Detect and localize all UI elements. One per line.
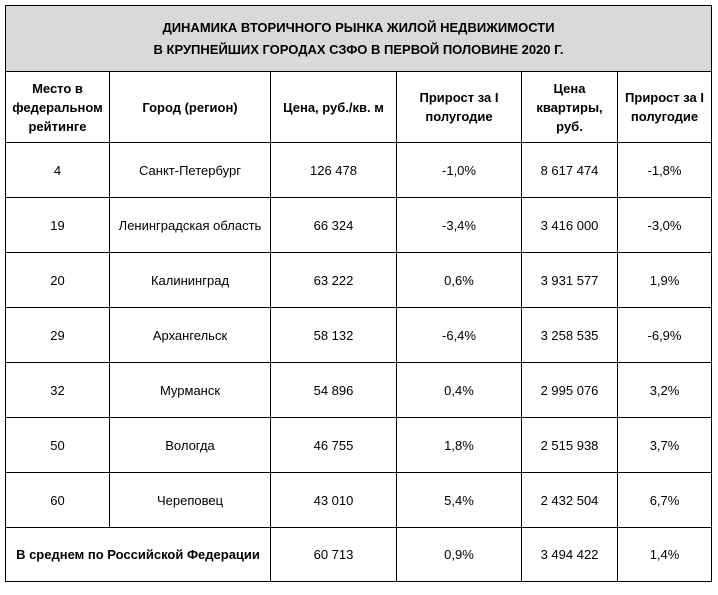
city-cell: Санкт-Петербург — [110, 143, 271, 198]
growth-flat-cell: 3,2% — [618, 363, 712, 418]
rank-cell: 60 — [6, 473, 110, 528]
price-flat-cell: 2 432 504 — [522, 473, 618, 528]
city-cell: Вологда — [110, 418, 271, 473]
price-sqm-cell: 66 324 — [271, 198, 397, 253]
growth-flat-cell: -6,9% — [618, 308, 712, 363]
price-flat-cell: 8 617 474 — [522, 143, 618, 198]
table-row — [6, 143, 712, 198]
growth-sqm-cell: 0,4% — [397, 363, 522, 418]
price-sqm-cell: 46 755 — [271, 418, 397, 473]
growth-flat-cell: 1,9% — [618, 253, 712, 308]
rank-cell: 32 — [6, 363, 110, 418]
city-cell: Череповец — [110, 473, 271, 528]
table-row — [6, 253, 712, 308]
rank-cell: 19 — [6, 198, 110, 253]
title-line-1: ДИНАМИКА ВТОРИЧНОГО РЫНКА ЖИЛОЙ НЕДВИЖИМОСТИ — [162, 19, 555, 35]
title-line-2: В КРУПНЕЙШИХ ГОРОДАХ СЗФО В ПЕРВОЙ ПОЛОВИНЕ 2020 Г. — [153, 41, 564, 57]
rank-cell: 4 — [6, 143, 110, 198]
table-row — [6, 308, 712, 363]
table-row — [6, 473, 712, 528]
city-cell: Калининград — [110, 253, 271, 308]
price-sqm-cell: 58 132 — [271, 308, 397, 363]
table-title — [6, 6, 712, 72]
rank-cell: 29 — [6, 308, 110, 363]
table-row — [6, 418, 712, 473]
header-row — [6, 72, 712, 143]
total-price-sqm: 60 713 — [271, 528, 397, 582]
city-cell: Мурманск — [110, 363, 271, 418]
header-city: Город (регион) — [110, 72, 271, 143]
growth-sqm-cell: -3,4% — [397, 198, 522, 253]
growth-sqm-cell: 0,6% — [397, 253, 522, 308]
total-row — [6, 528, 712, 582]
rank-cell: 20 — [6, 253, 110, 308]
price-flat-cell: 2 995 076 — [522, 363, 618, 418]
header-growth-sqm: Прирост за I полугодие — [397, 72, 522, 143]
header-price-sqm: Цена, руб./кв. м — [271, 72, 397, 143]
price-sqm-cell: 126 478 — [271, 143, 397, 198]
city-cell: Ленинградская область — [110, 198, 271, 253]
price-flat-cell: 3 258 535 — [522, 308, 618, 363]
header-price-flat: Цена квартиры, руб. — [522, 72, 618, 143]
growth-flat-cell: 3,7% — [618, 418, 712, 473]
header-growth-flat: Прирост за I полугодие — [618, 72, 712, 143]
growth-sqm-cell: -1,0% — [397, 143, 522, 198]
growth-sqm-cell: -6,4% — [397, 308, 522, 363]
price-flat-cell: 3 416 000 — [522, 198, 618, 253]
table-row — [6, 198, 712, 253]
price-flat-cell: 3 931 577 — [522, 253, 618, 308]
housing-market-table — [5, 5, 712, 582]
rank-cell: 50 — [6, 418, 110, 473]
price-sqm-cell: 54 896 — [271, 363, 397, 418]
price-flat-cell: 2 515 938 — [522, 418, 618, 473]
city-cell: Архангельск — [110, 308, 271, 363]
growth-sqm-cell: 1,8% — [397, 418, 522, 473]
growth-flat-cell: -3,0% — [618, 198, 712, 253]
total-label: В среднем по Российской Федерации — [6, 528, 271, 582]
growth-flat-cell: -1,8% — [618, 143, 712, 198]
growth-flat-cell: 6,7% — [618, 473, 712, 528]
total-growth-flat: 1,4% — [618, 528, 712, 582]
price-sqm-cell: 63 222 — [271, 253, 397, 308]
total-growth-sqm: 0,9% — [397, 528, 522, 582]
table-row — [6, 363, 712, 418]
growth-sqm-cell: 5,4% — [397, 473, 522, 528]
price-sqm-cell: 43 010 — [271, 473, 397, 528]
header-rank: Место в федеральном рейтинге — [6, 72, 110, 143]
total-price-flat: 3 494 422 — [522, 528, 618, 582]
